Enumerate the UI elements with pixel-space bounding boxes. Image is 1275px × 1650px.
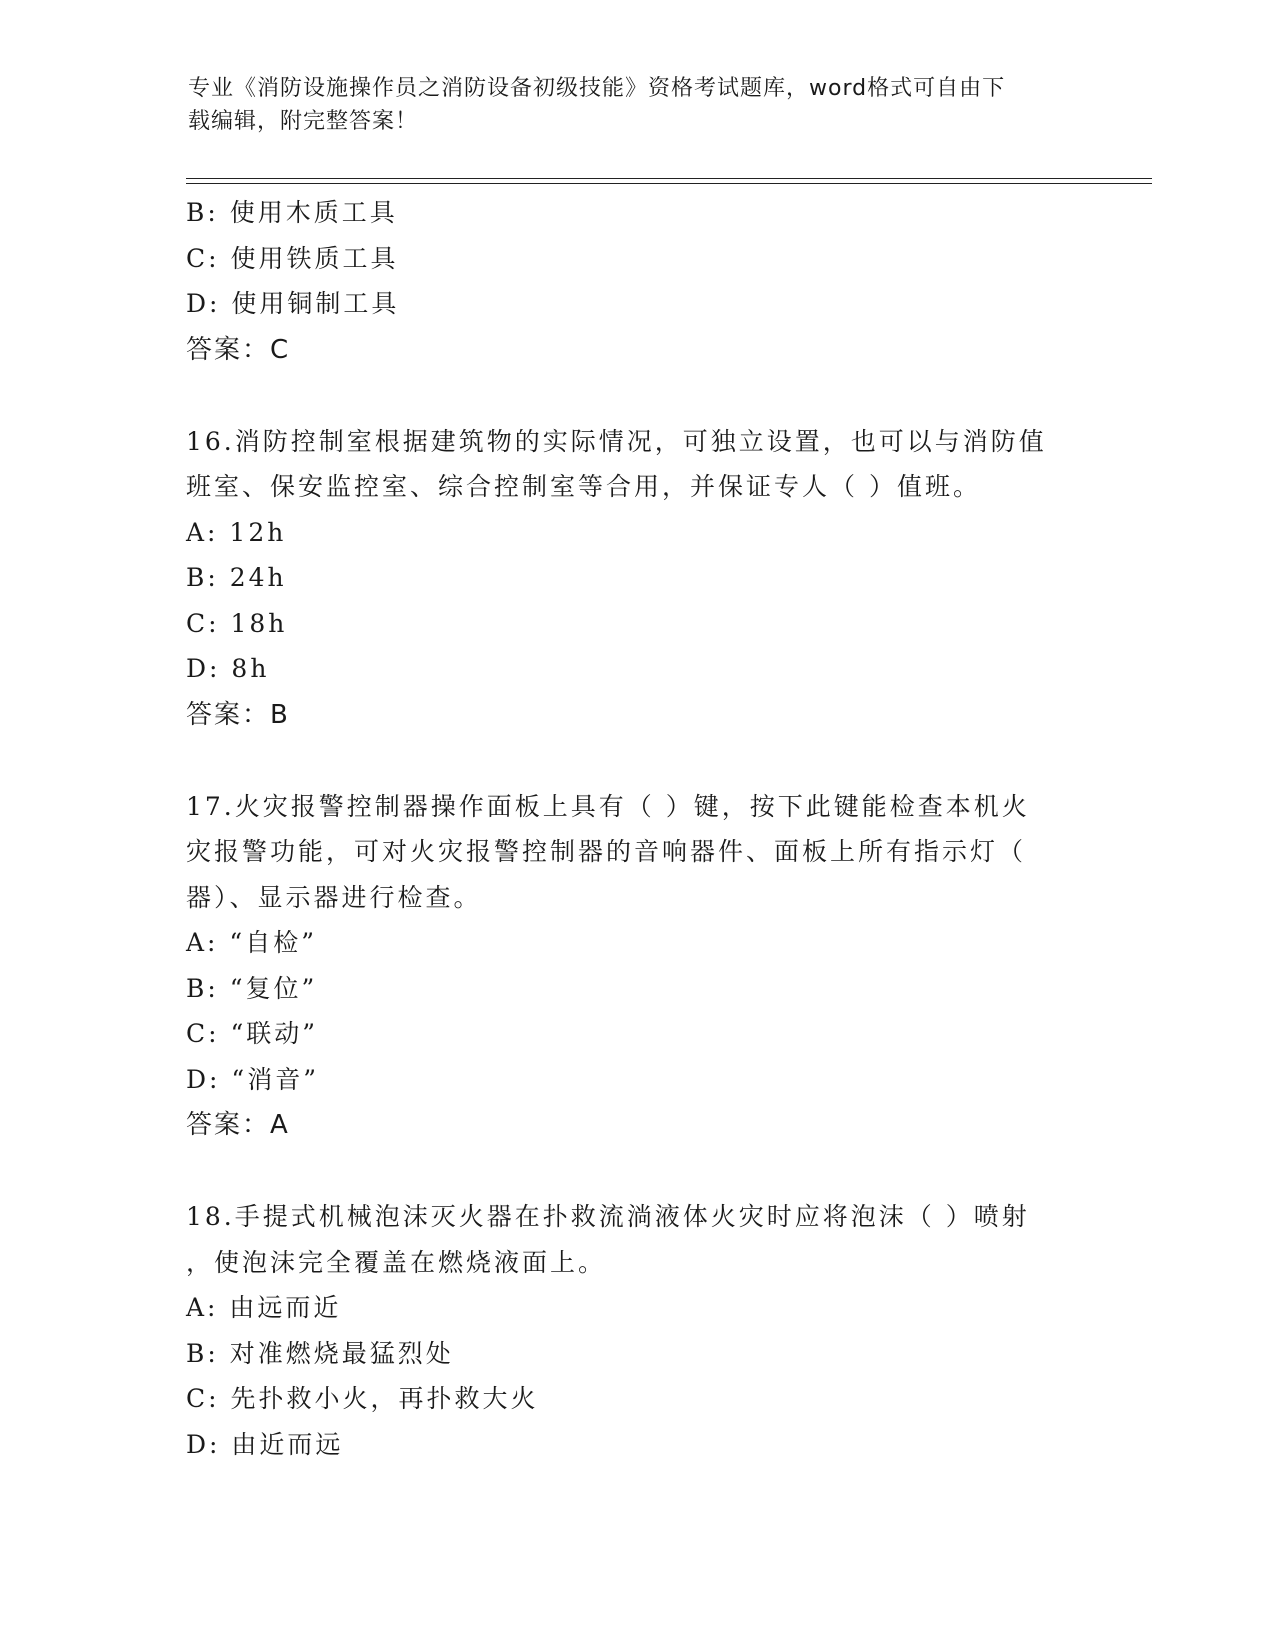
stem-line: 器）、显示器进行检查。 [186,882,482,912]
option-c: C: 18h [186,608,288,638]
question-stem [186,419,1086,510]
option-b: B: 24h [186,563,287,592]
answer-line: 答案：B [186,699,290,730]
stem-line: 18.手提式机械泡沫灭火器在扑救流淌液体火灾时应将泡沫（ ）喷射 [186,1202,1030,1231]
question-18 [186,1194,1086,1467]
option-b: B: 对准燃烧最猛烈处 [186,1338,454,1368]
option-b: B: 使用木质工具 [186,198,398,227]
option-c: C: 使用铁质工具 [186,243,399,273]
header-line-2: 载编辑，附完整答案！ [188,109,419,134]
question-17 [186,784,1086,1149]
option-c: C: “联动” [186,1019,319,1048]
option-a: A: 由远而近 [186,1293,342,1322]
answer-line: 答案：A [186,1110,290,1140]
header-line-1: 专业《消防设施操作员之消防设备初级技能》资格考试题库，word格式可自由下 [188,76,1006,101]
option-d: D: 使用铜制工具 [186,289,400,318]
stem-line: 17.火灾报警控制器操作面板上具有（ ）键，按下此键能检查本机火 [186,791,1030,821]
option-d: D: 8h [186,654,270,683]
question-stem [186,1194,1086,1285]
stem-line: ，使泡沫完全覆盖在燃烧液面上。 [186,1247,607,1277]
option-d: D: 由近而远 [186,1429,344,1459]
option-d: D: “消音” [186,1064,319,1094]
option-a: A: 12h [186,517,287,547]
document-header [188,72,1068,138]
header-divider-bottom [186,183,1152,184]
stem-line: 班室、保安监控室、综合控制室等合用，并保证专人（ ）值班。 [186,472,981,501]
answer-line: 答案：C [186,334,291,365]
question-list [186,190,1086,1467]
option-b: B: “复位” [186,973,318,1003]
question-15 [186,190,1086,373]
question-16 [186,419,1086,738]
header-divider-top [186,178,1152,179]
option-a: A: “自检” [186,928,317,957]
option-c: C: 先扑救小火，再扑救大火 [186,1384,539,1413]
stem-line: 灾报警功能，可对火灾报警控制器的音响器件、面板上所有指示灯（ [186,837,1027,866]
stem-line: 16.消防控制室根据建筑物的实际情况，可独立设置，也可以与消防值 [186,426,1047,456]
question-stem [186,784,1086,921]
